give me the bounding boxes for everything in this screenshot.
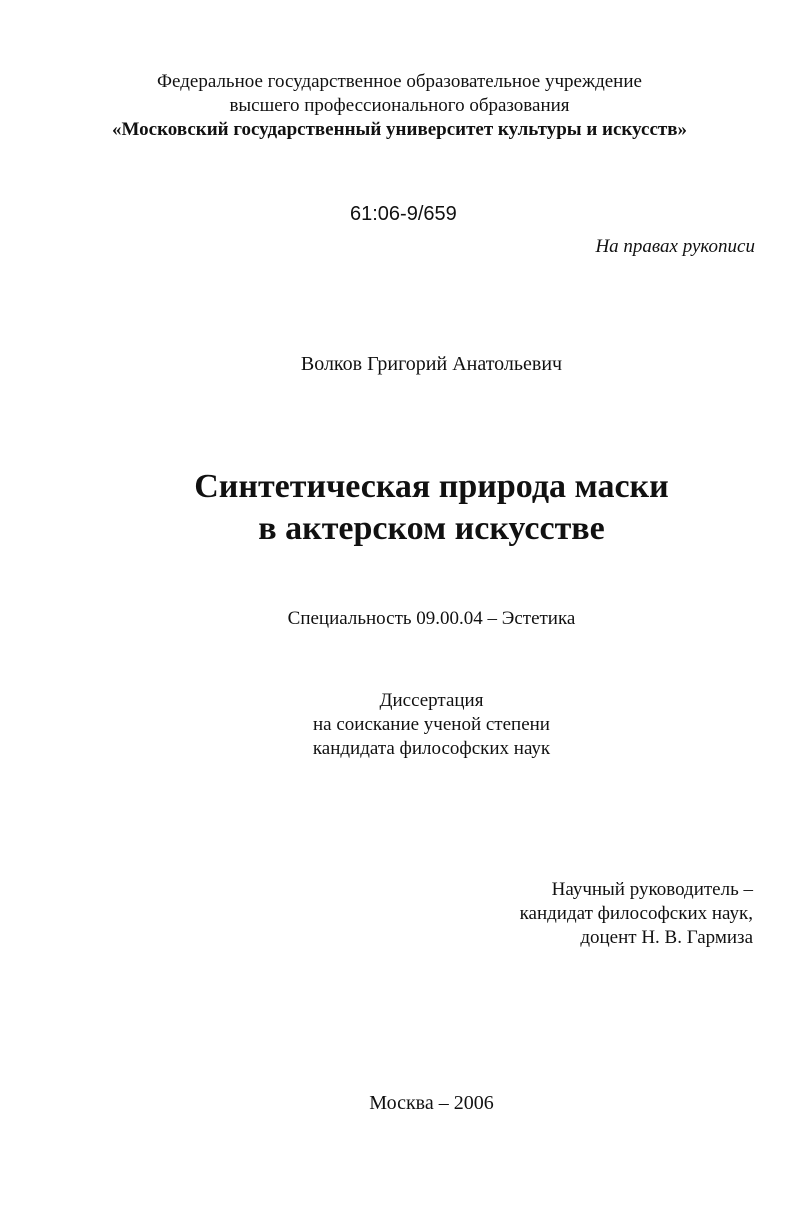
specialty: Специальность 09.00.04 – Эстетика — [287, 608, 576, 629]
advisor-line-1: Научный руководитель – — [551, 879, 753, 900]
advisor-line-3: доцент Н. В. Гармиза — [580, 927, 753, 948]
title-line-1: Синтетическая природа маски — [194, 468, 669, 505]
advisor-line-2: кандидат философских наук, — [519, 903, 753, 924]
catalog-code: 61:06-9/659 — [350, 203, 457, 225]
degree-line-1: Диссертация — [379, 690, 484, 711]
city-year: Москва – 2006 — [369, 1092, 494, 1114]
rights-note: На правах рукописи — [595, 236, 755, 257]
institution-line-1: Федеральное государственное образовательное учреждение — [157, 71, 642, 92]
degree-line-2: на соискание ученой степени — [313, 714, 550, 735]
author-name: Волков Григорий Анатольевич — [300, 353, 563, 375]
institution-name: «Московский государственный университет культуры и искусств» — [111, 119, 687, 140]
title-line-2: в актерском искусстве — [258, 510, 605, 547]
institution-line-2: высшего профессионального образования — [229, 95, 570, 116]
degree-line-3: кандидата философских наук — [312, 738, 551, 759]
